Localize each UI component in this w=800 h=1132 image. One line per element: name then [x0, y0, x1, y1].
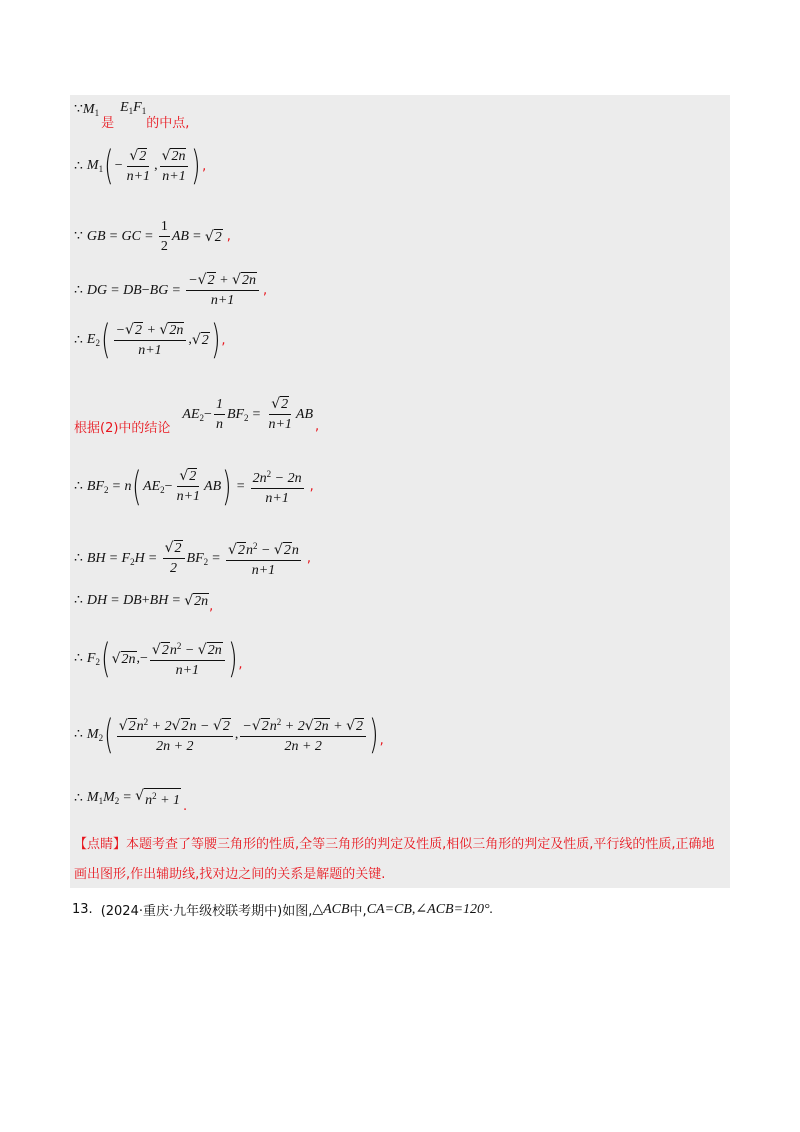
question-triangle: △ACB — [312, 902, 350, 917]
line-f2: ∴ $F_2$ ( √ 2n ,− √ 2 $n^2$ − √ 2n n+1 ) , — [74, 635, 243, 682]
note-paragraph — [74, 830, 724, 890]
comma: , — [306, 551, 311, 566]
question-text-1: 如图, — [282, 904, 313, 919]
line-gb-gc: ∵ GB = GC = $\frac{1}{2}$ AB = √ 2 , — [74, 219, 231, 254]
comma: , — [379, 733, 384, 748]
comma: , — [262, 283, 268, 298]
comma: , — [202, 158, 207, 174]
text-conclusion-prefix: 根据(2)中的结论 — [74, 421, 171, 436]
line-dg: ∴ DG = DB − BG = − √ 2 + √ 2n n+1 , — [74, 272, 268, 308]
comma: , — [209, 599, 214, 614]
question-condition: CA=CB,∠ACB=120°. — [366, 902, 494, 917]
text-midpoint: 的中点, — [146, 116, 190, 131]
question-number: 13. — [72, 902, 93, 917]
question-source: (2024·重庆·九年级校联考期中) — [100, 904, 283, 919]
comma: , — [309, 479, 314, 494]
comma: , — [238, 657, 243, 672]
line-bf2: ∴ $BF_2$ = n ( $AE_2$ − √ 2 n+1 AB ) = $\frac{2n^2 - 2n}{n+1}$ , — [74, 463, 314, 510]
note-label: 【点睛】 — [74, 837, 127, 852]
note-text: 本题考查了等腰三角形的性质,全等三角形的判定及性质,相似三角形的判定及性质,平行线的性质,正确地画出图形,作出辅助线,找对边之间的关系是解题的关键. — [74, 837, 715, 882]
line-m1m2: ∴ $M_1M_2$ = √ $n^2 + 1$ . — [74, 788, 188, 814]
comma: , — [221, 332, 226, 348]
text-shi: 是 — [101, 116, 115, 131]
line-m1-midpoint: ∵ $M_1$ 是 $E_1F_1$ 的中点, — [74, 99, 190, 131]
line-m2: ∴ $M_2$ ( √ 2 $n^2 + 2$ √ 2 n − √ 2 2n + 2 , − √ 2 $n^2 + 2$ √ 2n + √ 2 2n + 2 ) , — [74, 711, 384, 758]
question-13 — [72, 900, 493, 919]
line-e2: ∴ $E_2$ ( − √ 2 + √ 2n n+1 , √ 2 ) , — [74, 317, 226, 363]
line-bh: ∴ BH = $F_2H$ = √ 2 2 $BF_2$ = √ 2 $n^2$ − √ 2 n n+1 , — [74, 540, 311, 578]
comma: , — [315, 419, 320, 434]
line-m1-coords: ∴ $M_1$ ( − √ 2 n+1 , √ 2n n+1 ) , — [74, 143, 207, 189]
comma: , — [226, 229, 231, 244]
question-text-2: 中, — [349, 904, 367, 919]
line-dh: ∴ DH = DB + BH = √ 2n , — [74, 592, 214, 614]
period: . — [183, 798, 188, 814]
line-conclusion: 根据(2)中的结论 $AE_2$ − $\frac{1}{n}$ $BF_2$ = √ 2 n+1 AB , — [74, 396, 320, 436]
